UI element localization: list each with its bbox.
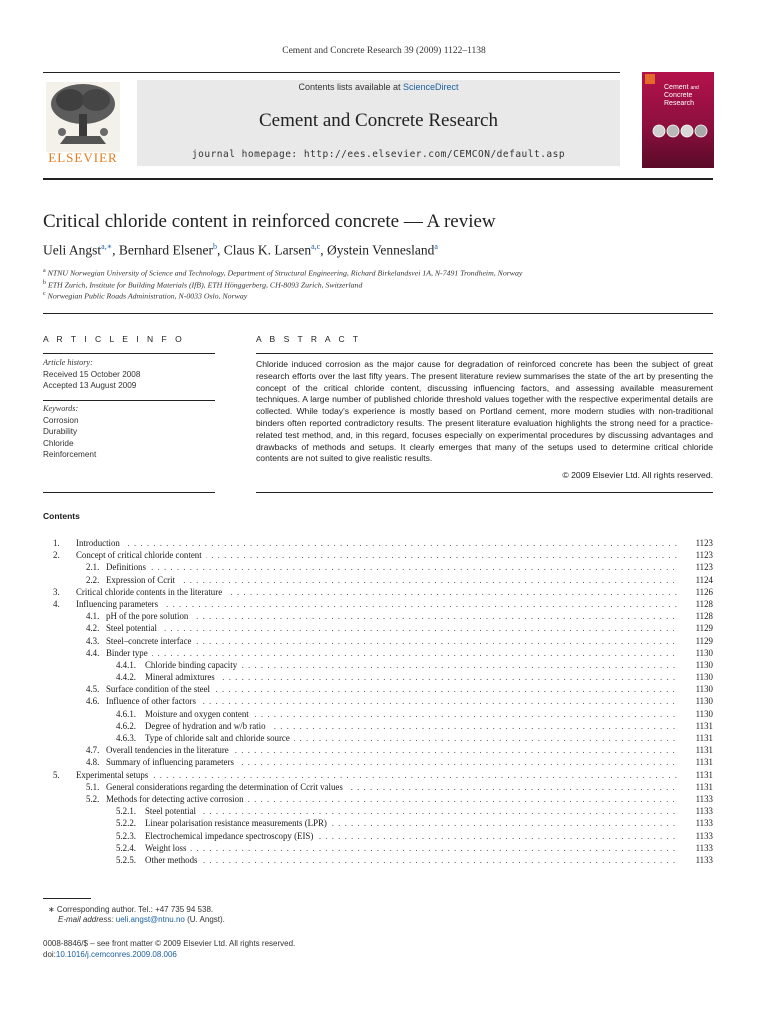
abstract-end-rule (256, 492, 713, 493)
journal-homepage[interactable]: journal homepage: http://ees.elsevier.com/CEMCON/default.asp (191, 149, 566, 160)
toc-page: 1133 (695, 854, 713, 865)
author-affiliation-marker[interactable]: a,∗ (101, 242, 113, 251)
journal-name: Cement and Concrete Research (259, 110, 498, 131)
author-separator: , (112, 242, 119, 258)
toc-label: Introduction (76, 538, 124, 548)
toc-number: 5.2.1. (116, 806, 136, 817)
toc-page: 1130 (695, 684, 713, 695)
toc-label: Steel potential (106, 623, 161, 633)
toc-label: Weight loss (145, 843, 190, 853)
table-of-contents (43, 537, 713, 866)
toc-label: Type of chloride salt and chloride source (145, 733, 294, 743)
toc-number: 4.5. (86, 684, 100, 695)
toc-number: 4.6. (86, 696, 100, 707)
toc-label: Surface condition of the steel (106, 684, 214, 694)
toc-page: 1133 (695, 793, 713, 804)
toc-page: 1123 (695, 562, 713, 573)
toc-label: General considerations regarding the determination of Ccrit values (106, 782, 347, 792)
keyword: Reinforcement (43, 450, 97, 459)
toc-label: Experimental setups (76, 770, 152, 780)
toc-page: 1131 (695, 757, 713, 768)
toc-entry[interactable] (43, 830, 713, 842)
toc-page: 1131 (695, 769, 713, 780)
toc-label: Moisture and oxygen content (145, 709, 253, 719)
email-link[interactable]: ueli.angst@ntnu.no (115, 915, 185, 924)
toc-entry[interactable] (43, 720, 713, 732)
doi-line: doi:10.1016/j.cemconres.2009.08.006 (43, 950, 177, 959)
toc-entry[interactable] (43, 817, 713, 829)
journal-reference: Cement and Concrete Research 39 (2009) 1122–1138 (282, 46, 486, 56)
toc-page: 1126 (695, 586, 713, 597)
toc-page: 1128 (695, 611, 713, 622)
toc-label: pH of the pore solution (106, 611, 192, 621)
toc-entry[interactable] (43, 695, 713, 707)
toc-entry[interactable] (43, 561, 713, 573)
toc-number: 1. (53, 538, 60, 548)
toc-label: Binder type (106, 648, 152, 658)
keyword: Durability (43, 427, 78, 436)
toc-label: Influence of other factors (106, 696, 200, 706)
toc-number: 4.4.2. (116, 672, 136, 683)
header-divider (43, 178, 713, 180)
toc-entry[interactable] (43, 635, 713, 647)
toc-label: Mineral admixtures (145, 672, 219, 682)
contents-availability (137, 82, 620, 92)
article-info-rule (43, 353, 215, 354)
toc-number: 5.2.5. (116, 854, 136, 865)
toc-number: 4.4.1. (116, 659, 136, 670)
toc-number: 5.2.4. (116, 842, 136, 853)
toc-page: 1123 (695, 538, 713, 548)
toc-page: 1130 (695, 659, 713, 670)
toc-entry[interactable] (43, 769, 713, 781)
article-title: Critical chloride content in reinforced concrete — A review (43, 211, 496, 232)
affiliation-c: $^c$ Norwegian Public Roads Administration, N-0033 Oslo, Norway (43, 291, 248, 301)
toc-page: 1131 (695, 781, 713, 792)
toc-page: 1123 (695, 550, 713, 561)
toc-entry[interactable] (43, 744, 713, 756)
toc-entry[interactable] (43, 574, 713, 586)
toc-page: 1131 (695, 733, 713, 743)
affiliation-b: $^b$ ETH Zurich, Institute for Building Materials (IfB), ETH Hönggerberg, CH-8093 Zurich, Switzerland (43, 280, 363, 290)
affiliation-divider (43, 313, 713, 314)
cover-badge (645, 74, 655, 84)
toc-page: 1133 (695, 818, 713, 829)
contents-prefix: Contents lists available at (298, 82, 404, 92)
toc-label: Degree of hydration and w/b ratio (145, 721, 270, 731)
toc-page: 1128 (695, 598, 713, 609)
toc-entry[interactable] (43, 610, 713, 622)
toc-entry[interactable] (43, 805, 713, 817)
toc-number: 4. (53, 598, 60, 609)
sciencedirect-link[interactable]: ScienceDirect (403, 82, 459, 92)
article-history: Article history: Received 15 October 2008 Accepted 13 August 2009 (43, 358, 141, 390)
author-affiliation-marker[interactable]: a (434, 242, 438, 251)
toc-entry[interactable] (43, 549, 713, 561)
toc-label: Concept of critical chloride content (76, 550, 206, 560)
toc-entry[interactable] (43, 537, 713, 549)
toc-page: 1130 (695, 696, 713, 707)
top-divider (43, 72, 620, 73)
toc-label: Expression of Ccrit (106, 575, 179, 585)
toc-number: 4.4. (86, 647, 100, 658)
toc-entry[interactable] (43, 854, 713, 866)
toc-entry[interactable] (43, 659, 713, 671)
toc-number: 4.8. (86, 757, 100, 768)
keyword: Chloride (43, 438, 74, 448)
toc-entry[interactable] (43, 842, 713, 854)
toc-label: Steel–concrete interface (106, 636, 196, 646)
toc-page: 1130 (695, 708, 713, 719)
toc-page: 1129 (695, 623, 713, 634)
corresponding-author: ∗ Corresponding author. Tel.: +47 735 94 538. (48, 905, 214, 914)
toc-page: 1131 (695, 720, 713, 731)
toc-label: Critical chloride contents in the literature (76, 587, 226, 597)
toc-label: Linear polarisation resistance measurements (LPR) (145, 818, 331, 828)
abstract-text: Chloride induced corrosion as the major cause for degradation of reinforced concrete has been the subject of great research efforts over the last fifty years. The present literature review summarises the state of the art by presenting the concept of the critical chloride content, discussing influencing factors, and assessing available measurement techniques. A large number of published chloride threshold values together with the respective experimental details are collected. While today's experience is mostly based on Portland cement, more modern studies with non-traditional binders often reported contradictory results. The present literature evaluation highlights the strong need for a practice-related test method, and, in this regard, focuses especially on experimental procedures by discussing advantages and drawbacks of methods and setups. It clearly emerges that many of the setups used to determine critical chloride contents are not suited to give realistic results. (256, 359, 713, 464)
toc-label: Other methods (145, 855, 202, 865)
toc-entry[interactable] (43, 683, 713, 695)
cover-images (650, 124, 710, 138)
author-separator: , (216, 242, 224, 258)
toc-number: 4.6.3. (116, 733, 136, 743)
toc-entry[interactable] (43, 671, 713, 683)
toc-entry[interactable] (43, 598, 713, 610)
toc-entry[interactable] (43, 732, 713, 744)
contents-heading: Contents (43, 511, 80, 521)
toc-number: 5.2. (86, 793, 100, 804)
toc-page: 1130 (695, 672, 713, 683)
author-name[interactable]: Bernhard Elsener (118, 242, 213, 258)
toc-number: 4.7. (86, 745, 100, 756)
author-list (43, 242, 438, 259)
toc-page: 1124 (695, 574, 713, 585)
toc-entry[interactable] (43, 622, 713, 634)
author-name[interactable]: Ueli Angst (43, 242, 102, 258)
toc-number: 5. (53, 769, 60, 780)
toc-number: 5.1. (86, 781, 100, 792)
toc-number: 4.1. (86, 611, 100, 622)
toc-entry[interactable] (43, 756, 713, 768)
toc-label: Influencing parameters (76, 599, 162, 609)
author-affiliation-marker[interactable]: b (212, 242, 217, 251)
toc-number: 5.2.2. (116, 818, 136, 829)
cover-title: Cement and Concrete Research (664, 84, 699, 107)
toc-page: 1129 (695, 635, 713, 646)
footnote-rule (43, 898, 91, 899)
email-line: E-mail address: ueli.angst@ntnu.no (U. Angst). (58, 915, 225, 924)
publisher-name: ELSEVIER (48, 150, 118, 165)
article-info-heading: A R T I C L E I N F O (43, 334, 185, 344)
toc-label: Electrochemical impedance spectroscopy (EIS) (145, 831, 317, 841)
toc-number: 2.1. (86, 562, 100, 573)
toc-number: 2. (53, 550, 60, 561)
toc-entry[interactable] (43, 647, 713, 659)
keywords: Keywords: Corrosion Durability Chloride Reinforcement (43, 404, 97, 459)
author-name[interactable]: Claus K. Larsen (223, 242, 312, 258)
toc-label: Definitions (106, 562, 150, 572)
author-name[interactable]: Øystein Vennesland (326, 242, 435, 258)
toc-label: Methods for detecting active corrosion (106, 794, 248, 804)
toc-entry[interactable] (43, 781, 713, 793)
toc-entry[interactable] (43, 708, 713, 720)
toc-page: 1133 (695, 830, 713, 841)
toc-number: 4.6.2. (116, 720, 136, 731)
toc-entry[interactable] (43, 586, 713, 598)
keyword: Corrosion (43, 415, 79, 425)
toc-label: Steel potential (145, 806, 200, 816)
copyright: © 2009 Elsevier Ltd. All rights reserved. (562, 470, 713, 480)
toc-number: 5.2.3. (116, 830, 136, 841)
keywords-rule (43, 492, 215, 493)
toc-number: 4.6.1. (116, 708, 136, 719)
toc-number: 4.3. (86, 635, 100, 646)
author-affiliation-marker[interactable]: a,c (311, 242, 321, 251)
affiliation-a: $^a$ NTNU Norwegian University of Science and Technology, Department of Structural Engineering, Richard Birkelandsvei 1A, N-7491 Trondheim, Norway (43, 268, 523, 278)
toc-label: Summary of influencing parameters (106, 757, 238, 767)
issn-line: 0008-8846/$ – see front matter © 2009 Elsevier Ltd. All rights reserved. (43, 939, 296, 948)
toc-number: 2.2. (86, 574, 100, 585)
toc-page: 1133 (695, 842, 713, 853)
toc-label: Chloride binding capacity (145, 660, 241, 670)
history-rule (43, 400, 215, 401)
toc-page: 1133 (695, 806, 713, 817)
toc-number: 3. (53, 586, 60, 597)
doi-link[interactable]: 10.1016/j.cemconres.2009.08.006 (55, 950, 177, 959)
abstract-heading: A B S T R A C T (256, 334, 362, 344)
toc-entry[interactable] (43, 793, 713, 805)
toc-label: Overall tendencies in the literature (106, 745, 233, 755)
abstract-rule (256, 353, 713, 354)
author-separator: , (320, 242, 327, 258)
toc-page: 1131 (695, 745, 713, 756)
toc-number: 4.2. (86, 623, 100, 634)
toc-page: 1130 (695, 647, 713, 658)
